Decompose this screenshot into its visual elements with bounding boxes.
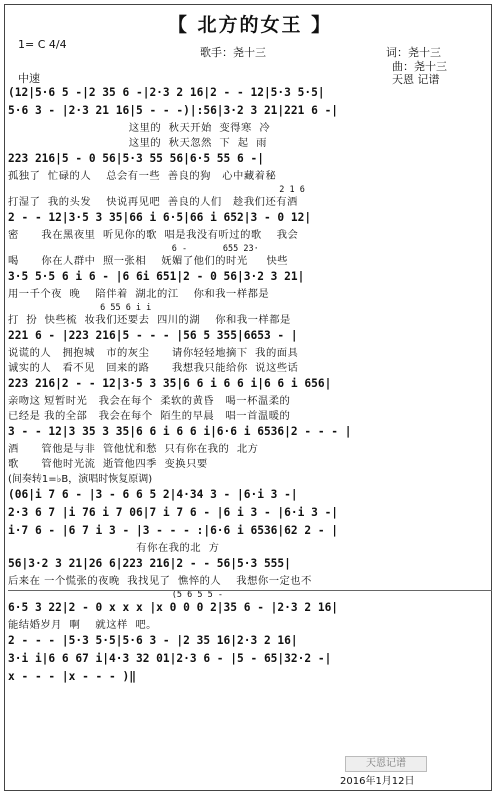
lyric-line: 有你在我的北 方 [8, 542, 220, 554]
notation-line: x - - - |x - - - )‖ [8, 670, 136, 683]
lyric-line: 能结婚岁月 啊 就这样 吧。 [8, 619, 157, 631]
lyric-line: 密 我在黑夜里 听见你的歌 唱是我没有听过的歌 我会 [8, 229, 299, 241]
section-divider [8, 590, 492, 591]
notation-line: (06|i 7 6 - |3 - 6 6 5 2|4·34 3 - |6·i 3 -| [8, 488, 298, 501]
composer-credit: 曲：尧十三 [392, 60, 447, 73]
lyric-line: 这里的 秋天忽然 下 起 雨 [8, 137, 267, 149]
lyric-line: 已经是 我的全部 我会在每个 陌生的早晨 唱一首温暖的 [8, 410, 291, 422]
notation-line: 223 216|5 - 0 56|5·3 55 56|6·5 55 6 -| [8, 152, 264, 165]
transcription-date: 2016年1月12日 [340, 776, 415, 787]
performance-note: (间奏转1=♭B，演唱时恢复原调) [8, 474, 153, 485]
notation-line: 2 - - - |5·3 5·5|5·6 3 - |2 35 16|2·3 2 16| [8, 634, 298, 647]
lyric-line: 用一千个夜 晚 陪伴着 湖北的江 你和我一样都是 [8, 288, 270, 300]
transcriber-stamp: 天恩记谱 [345, 756, 427, 772]
lyric-line: 喝 你在人群中 照一张相 妩媚了他们的时光 快些 [8, 255, 289, 267]
notation-line: 2·3 6 7 |i 76 i 7 06|7 i 7 6 - |6 i 3 - |6·i 3 -| [8, 506, 339, 519]
notation-line: 3·5 5·5 6 i 6 - |6 6i 651|2 - 0 56|3·2 3 21| [8, 270, 305, 283]
lyric-line: 酒 管他是与非 管他忧和愁 只有你在我的 北方 [8, 443, 259, 455]
lyric-line: 歌 管他时光流 逝管他四季 变换只要 [8, 458, 208, 470]
singer-credit: 歌手：尧十三 [200, 46, 266, 59]
notation-line: i·7 6 - |6 7 i 3 - |3 - - - :|6·6 i 6536|62 2 - | [8, 524, 339, 537]
notation-line: 2 - - 12|3·5 3 35|66 i 6·5|66 i 652|3 - 0 12| [8, 211, 312, 224]
song-title: 【 北方的女王 】 [167, 14, 333, 36]
ornament-line: 2 1 6 [8, 185, 305, 195]
lyric-line: 这里的 秋天开始 变得寒 冷 [8, 122, 271, 134]
notation-line: (12|5·6 5 -|2 35 6 -|2·3 2 16|2 - - 12|5·3 5·5| [8, 86, 325, 99]
transcriber-credit: 天恩 记谱 [392, 73, 440, 86]
notation-line: 223 216|2 - - 12|3·5 3 35|6 6 i 6 6 i|6 6 i 656| [8, 377, 332, 390]
lyricist-credit: 词：尧十三 [386, 46, 441, 59]
notation-line: 221 6 - |223 216|5 - - - |56 5 355|6653 - | [8, 329, 298, 342]
ornament-line: 6 - 655 23· [8, 244, 259, 254]
lyric-line: 孤独了 忙碌的人 总会有一些 善良的狗 心中藏着秘 [8, 170, 277, 182]
notation-line: 6·5 3 22|2 - 0 x x x |x 0 0 0 2|35 6 - |2·3 2 16| [8, 601, 339, 614]
lyric-line: 打 扮 快些梳 妆我们还要去 四川的湖 你和我一样都是 [8, 314, 291, 326]
lyric-line: 说谎的人 拥抱城 市的灰尘 请你轻轻地摘下 我的面具 [8, 347, 299, 359]
key-signature: 1= C 4/4 [18, 38, 67, 51]
notation-line: 3·i i|6 6 67 i|4·3 32 01|2·3 6 - |5 - 65|32·2 -| [8, 652, 332, 665]
tempo-marking: 中速 [18, 72, 40, 85]
notation-line: 56|3·2 3 21|26 6|223 216|2 - - 56|5·3 555| [8, 557, 291, 570]
lyric-line: 诚实的人 看不见 回来的路 我想我只能给你 说这些话 [8, 362, 299, 374]
lyric-line: 打湿了 我的头发 快说再见吧 善良的人们 趁我们还有酒 [8, 196, 298, 208]
ornament-line: (5 6 5 5 - [8, 590, 223, 600]
notation-line: 3 - - 12|3 35 3 35|6 6 i 6 6 i|6·6 i 6536|2 - - - | [8, 425, 352, 438]
ornament-line: 6 55 6 i i [8, 303, 152, 313]
notation-line: 5·6 3 - |2·3 21 16|5 - - -)|:56|3·2 3 21|221 6 -| [8, 104, 339, 117]
lyric-line: 后来在 一个慌张的夜晚 我找见了 憔悴的人 我想你一定也不 [8, 575, 312, 587]
lyric-line: 亲吻这 短暂时光 我会在每个 柔软的黄昏 喝一杯温柔的 [8, 395, 291, 407]
